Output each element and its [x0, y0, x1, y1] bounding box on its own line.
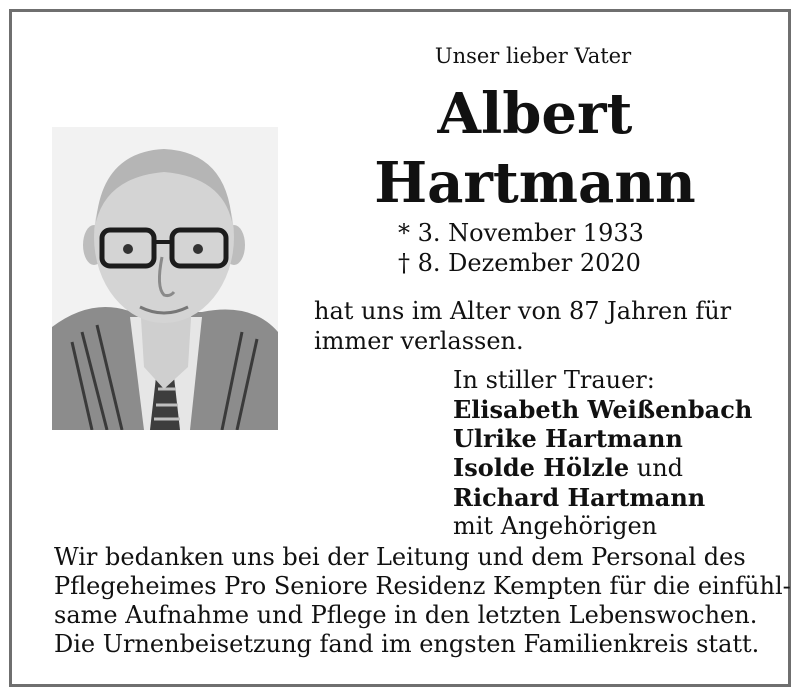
- mourner-name: Isolde Hölzle: [453, 453, 630, 482]
- mourner-name: Elisabeth Weißenbach: [453, 395, 753, 424]
- mourner-name: Richard Hartmann: [453, 483, 706, 512]
- thanks-line: Die Urnenbeisetzung fand im engsten Familienkreis statt.: [54, 630, 760, 658]
- life-statement-line-1: hat uns im Alter von 87 Jahren für: [314, 297, 732, 325]
- last-name: Hartmann: [374, 150, 696, 216]
- mourners-closing: mit Angehörigen: [453, 512, 658, 540]
- mourner-row: [453, 453, 773, 483]
- intro-text: Unser lieber Vater: [434, 44, 632, 68]
- birth-date: * 3. November 1933: [398, 219, 644, 247]
- mourners-block: [453, 366, 773, 541]
- portrait-photo: [52, 127, 278, 430]
- portrait-illustration: [52, 127, 278, 430]
- life-statement: [314, 296, 754, 356]
- death-date: † 8. Dezember 2020: [398, 249, 641, 277]
- thanks-line: Wir bedanken uns bei der Leitung und dem Personal des: [54, 543, 746, 571]
- mourner-name: Ulrike Hartmann: [453, 424, 683, 453]
- life-dates: [398, 218, 644, 278]
- mourners-heading: In stiller Trauer:: [453, 366, 655, 394]
- thanks-paragraph: [54, 543, 791, 659]
- mourner-connector: und: [636, 454, 684, 482]
- thanks-line: Pflegeheimes Pro Seniore Residenz Kempten für die einfühl-: [54, 572, 791, 600]
- first-name: Albert: [437, 81, 633, 147]
- thanks-line: same Aufnahme und Pflege in den letzten Lebenswochen.: [54, 601, 758, 629]
- life-statement-line-2: immer verlassen.: [314, 327, 524, 355]
